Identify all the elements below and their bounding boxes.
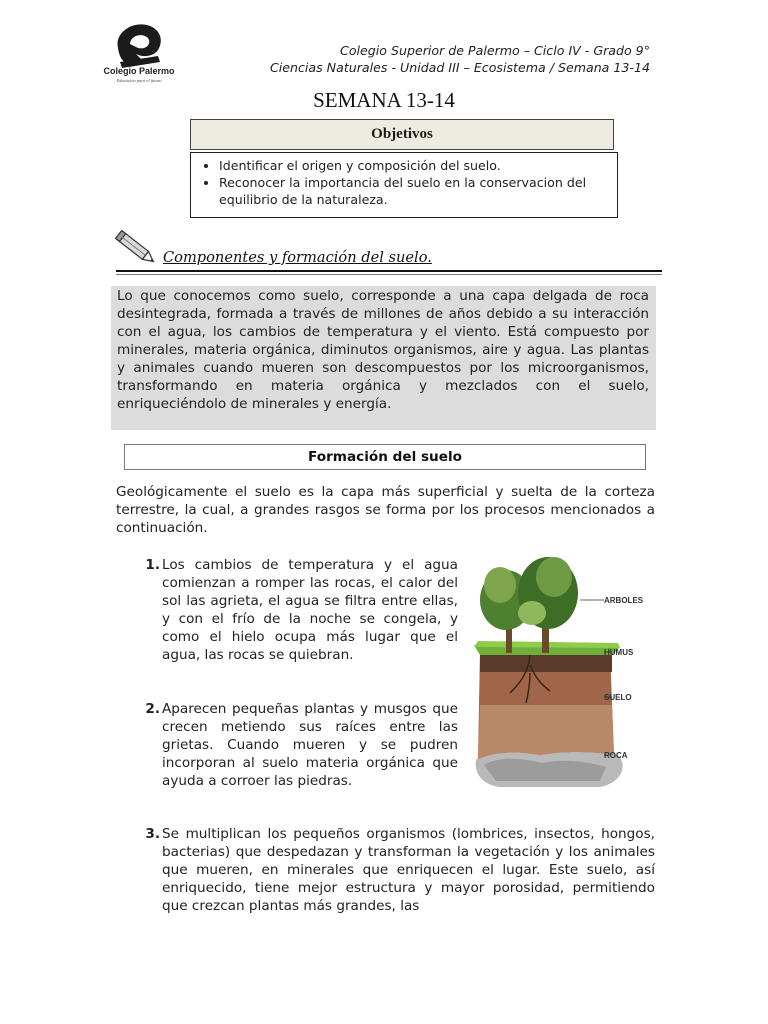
objective-item: • Identificar el origen y composición del suelo.: [219, 157, 611, 174]
formation-paragraph-box: [116, 483, 655, 537]
label-roca: ROCA: [604, 751, 628, 760]
logo-slogan: Educación para el futuro: [116, 78, 162, 83]
step-text: Se multiplican los pequeños organismos (lombrices, insectos, hongos, bacterias) que despedazan y transforman la vegetación y los animales que mueren, en minerales que enriquecen el lugar. Este suelo, así enriquecido, tiene mejor estructura y mayor porosidad, permitiendo que crezcan plantas más grandes, las: [162, 826, 655, 914]
header-line-2: Ciencias Naturales - Unidad III – Ecosistema / Semana 13-14: [269, 60, 650, 75]
step-text: Aparecen pequeñas plantas y musgos que crecen metiendo sus raíces entre las grietas. Cuando mueren y se pudren incorporan al suelo materia orgánica que ayuda a corroer las piedras.: [162, 701, 458, 789]
formation-paragraph: Geológicamente el suelo es la capa más superficial y suelta de la corteza terrestre, la cual, a grandes rasgos se forma por los procesos mencionados a continuación.: [116, 484, 655, 536]
section-divider: [116, 270, 662, 272]
step-number: 1.: [145, 557, 160, 573]
objective-item: • Reconocer la importancia del suelo en la conservacion del equilibrio de la naturaleza.: [219, 174, 611, 208]
intro-text: Lo que conocemos como suelo, corresponde a una capa delgada de roca desintegrada, formada a través de millones de años debido a su interacción con el agua, los cambios de temperatura y el viento. Está compuesto por minerales, materia orgánica, diminutos organismos, aire y agua. Las plantas y animales cuando mueren son descompuestos por los microorganismos, transformando en materia orgánica y mezclados con el suelo, enriqueciéndolo de minerales y energía.: [117, 288, 649, 412]
label-suelo: SUELO: [604, 693, 632, 702]
step-number: 3.: [145, 826, 160, 842]
logo-name: Colegio Palermo: [103, 66, 175, 76]
section-divider-thin: [116, 274, 662, 275]
pencil-icon: [112, 226, 160, 270]
objectives-box: [190, 152, 618, 218]
objectives-heading: Objetivos: [190, 119, 614, 150]
page-title: SEMANA 13-14: [313, 88, 455, 112]
label-arboles: ARBOLES: [604, 596, 644, 605]
objectives-list: [197, 157, 611, 208]
intro-box: [111, 286, 656, 430]
section-title: Componentes y formación del suelo.: [163, 249, 432, 266]
soil-profile-figure: [470, 555, 650, 791]
formation-heading: Formación del suelo: [124, 444, 646, 470]
label-humus: HUMUS: [604, 648, 634, 657]
step-number: 2.: [145, 701, 160, 717]
step-text: Los cambios de temperatura y el agua comienzan a romper las rocas, el calor del sol las agrieta, el agua se filtra entre ellas, y con el frío de la noche se congela, y como el hielo ocupa más lugar que el agua, las rocas se quiebran.: [162, 557, 458, 663]
header-line-1: Colegio Superior de Palermo – Ciclo IV - Grado 9°: [340, 43, 650, 58]
